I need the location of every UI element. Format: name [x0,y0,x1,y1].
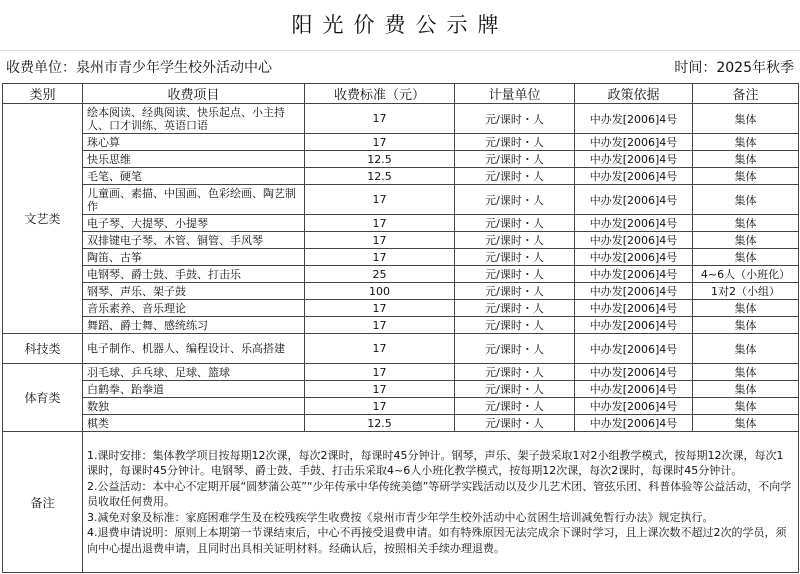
table-row [3,104,799,134]
item-price: 17 [305,364,455,381]
item-name: 快乐思维 [83,151,305,168]
charging-unit: 收费单位：泉州市青少年学生校外活动中心 [6,60,272,76]
header-price: 收费标准（元） [305,84,455,104]
item-policy: 中办发[2006]4号 [575,134,693,151]
item-policy: 中办发[2006]4号 [575,232,693,249]
item-price: 17 [305,398,455,415]
note-paragraph: 2.公益活动：本中心不定期开展“圆梦蒲公英”“少年传承中华传统美德”等研学实践活动以及少儿艺术团、管弦乐团、科普体验等公益活动，不向学员收取任何费用。 [87,479,792,509]
category-sports: 体育类 [3,364,83,432]
item-price: 17 [305,317,455,334]
notes-text [83,432,799,573]
period-label: 时间：2025年秋季 [674,60,794,76]
item-note: 集体 [693,415,799,432]
item-unit: 元/课时・人 [455,151,575,168]
item-note: 集体 [693,364,799,381]
table-row [3,151,799,168]
item-unit: 元/课时・人 [455,334,575,364]
item-price: 12.5 [305,415,455,432]
table-row [3,364,799,381]
item-note: 集体 [693,249,799,266]
item-unit: 元/课时・人 [455,104,575,134]
item-policy: 中办发[2006]4号 [575,104,693,134]
item-policy: 中办发[2006]4号 [575,215,693,232]
table-row [3,300,799,317]
item-name: 钢琴、声乐、架子鼓 [83,283,305,300]
item-unit: 元/课时・人 [455,317,575,334]
header-category: 类别 [3,84,83,104]
item-name: 电子制作、机器人、编程设计、乐高搭建 [83,334,305,364]
item-policy: 中办发[2006]4号 [575,300,693,317]
item-name: 白鹤拳、跆拳道 [83,381,305,398]
item-price: 17 [305,381,455,398]
item-name: 陶笛、古筝 [83,249,305,266]
item-price: 17 [305,215,455,232]
item-name: 儿童画、素描、中国画、色彩绘画、陶艺制作 [83,185,305,215]
note-paragraph: 1.课时安排：集体教学项目按每期12次课，每次2课时，每课时45分钟计。钢琴，声乐、架子鼓采取1对2小组教学模式，按每期12次课，每次1课时，每课时45分钟计。电钢琴、爵士鼓、手鼓、打击乐采取4~6人小班化教学模式，按每期12次课，每次2课时，每课时45分钟计。 [87,448,784,478]
table-row [3,283,799,300]
table-row [3,381,799,398]
item-unit: 元/课时・人 [455,134,575,151]
item-note: 集体 [693,168,799,185]
item-name: 珠心算 [83,134,305,151]
table-row [3,317,799,334]
item-unit: 元/课时・人 [455,215,575,232]
item-policy: 中办发[2006]4号 [575,168,693,185]
item-note: 集体 [693,185,799,215]
item-unit: 元/课时・人 [455,300,575,317]
header-unit: 计量单位 [455,84,575,104]
item-note: 集体 [693,104,799,134]
item-name: 棋类 [83,415,305,432]
item-name: 双排键电子琴、木管、铜管、手风琴 [83,232,305,249]
item-name: 电子琴、大提琴、小提琴 [83,215,305,232]
category-tech: 科技类 [3,334,83,364]
item-unit: 元/课时・人 [455,185,575,215]
item-unit: 元/课时・人 [455,232,575,249]
item-policy: 中办发[2006]4号 [575,364,693,381]
category-arts: 文艺类 [3,104,83,334]
item-note: 集体 [693,134,799,151]
header-policy: 政策依据 [575,84,693,104]
item-note: 4~6人（小班化） [693,266,799,283]
item-unit: 元/课时・人 [455,415,575,432]
item-price: 100 [305,283,455,300]
item-name: 毛笔、硬笔 [83,168,305,185]
item-name: 羽毛球、乒乓球、足球、篮球 [83,364,305,381]
item-unit: 元/课时・人 [455,249,575,266]
table-row [3,249,799,266]
item-policy: 中办发[2006]4号 [575,317,693,334]
table-row [3,168,799,185]
item-unit: 元/课时・人 [455,283,575,300]
table-row [3,134,799,151]
table-row [3,232,799,249]
item-policy: 中办发[2006]4号 [575,283,693,300]
item-unit: 元/课时・人 [455,364,575,381]
item-price: 17 [305,185,455,215]
item-unit: 元/课时・人 [455,381,575,398]
table-row [3,215,799,232]
item-policy: 中办发[2006]4号 [575,185,693,215]
item-note: 集体 [693,398,799,415]
item-policy: 中办发[2006]4号 [575,249,693,266]
table-row [3,415,799,432]
item-policy: 中办发[2006]4号 [575,266,693,283]
category-notes: 备注 [3,432,83,573]
note-paragraph: 3.减免对象及标准：家庭困难学生及在校残疾学生收费按《泉州市青少年学生校外活动中心贫困生培训减免暂行办法》规定执行。 [87,510,714,524]
item-name: 绘本阅读、经典阅读、快乐起点、小主持人、口才训练、英语口语 [83,104,305,134]
item-policy: 中办发[2006]4号 [575,151,693,168]
table-row [3,266,799,283]
item-policy: 中办发[2006]4号 [575,334,693,364]
item-price: 17 [305,104,455,134]
table-row [3,334,799,364]
item-note: 集体 [693,215,799,232]
item-note: 集体 [693,232,799,249]
item-name: 数独 [83,398,305,415]
item-unit: 元/课时・人 [455,266,575,283]
item-note: 集体 [693,317,799,334]
item-price: 17 [305,300,455,317]
item-price: 12.5 [305,168,455,185]
note-paragraph: 4.退费申请说明：原则上本期第一节课结束后，中心不再接受退费申请。如有特殊原因无法完成余下课时学习，且上课次数不超过2次的学员，须向中心提出退费申请，且同时出具相关证明材料。经确认后，按照相关手续办理退费。 [87,526,787,555]
item-name: 舞蹈、爵士舞、感统练习 [83,317,305,334]
item-note: 集体 [693,300,799,317]
item-policy: 中办发[2006]4号 [575,415,693,432]
item-policy: 中办发[2006]4号 [575,398,693,415]
item-note: 集体 [693,334,799,364]
item-price: 17 [305,232,455,249]
item-policy: 中办发[2006]4号 [575,381,693,398]
item-price: 12.5 [305,151,455,168]
header-item: 收费项目 [83,84,305,104]
item-note: 集体 [693,151,799,168]
table-row [3,185,799,215]
item-name: 音乐素养、音乐理论 [83,300,305,317]
fee-table [2,83,799,573]
item-price: 25 [305,266,455,283]
page-title: 阳光价费公示牌 [0,0,800,51]
item-price: 17 [305,134,455,151]
header-note: 备注 [693,84,799,104]
item-price: 17 [305,249,455,266]
notes-row [3,432,799,573]
table-row [3,398,799,415]
item-name: 电钢琴、爵士鼓、手鼓、打击乐 [83,266,305,283]
item-price: 17 [305,334,455,364]
item-note: 1对2（小组） [693,283,799,300]
item-unit: 元/课时・人 [455,398,575,415]
header-row [3,84,799,104]
item-unit: 元/课时・人 [455,168,575,185]
item-note: 集体 [693,381,799,398]
